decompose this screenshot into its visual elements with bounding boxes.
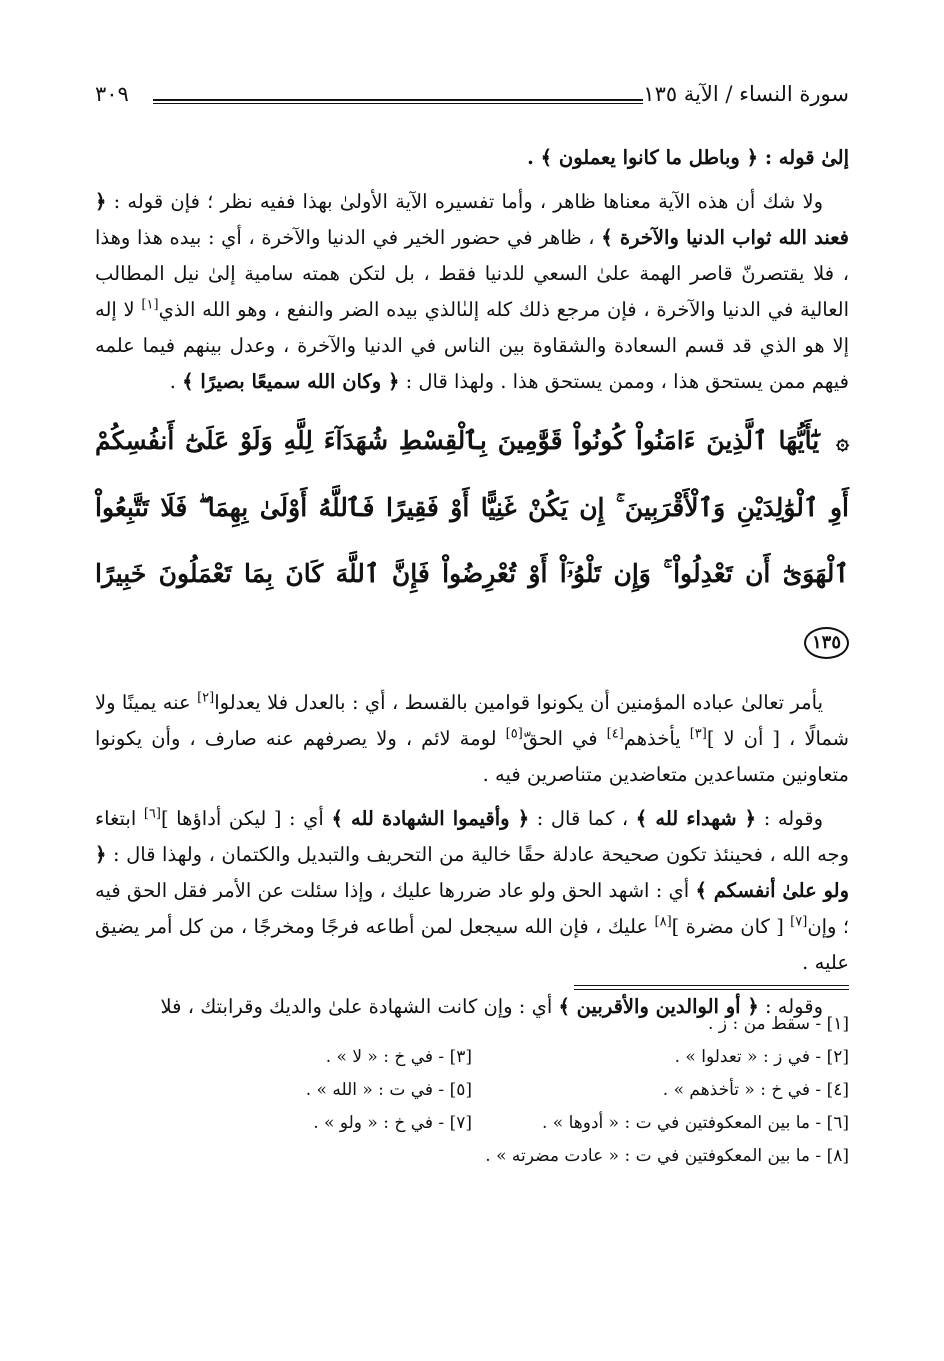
paragraph-2: [95, 184, 849, 400]
paragraph-4-text-i: [ كان مضرة ]: [671, 915, 784, 938]
paragraph-3-text-a: يأمر تعالىٰ عباده المؤمنين أن يكونوا قوامين بالقسط ، أي : بالعدل فلا يعدلوا: [214, 691, 823, 714]
footnote-6: [٦] - ما بين المعكوفتين في ت : « أدوها » .: [542, 1113, 849, 1133]
footnote-5: [٥] - في ت : « الله » .: [305, 1080, 472, 1100]
footnote-2: [٢] - في ز : « تعدلوا » .: [674, 1047, 849, 1067]
footnote-row: [95, 1041, 849, 1074]
header-rule: [153, 99, 643, 104]
footnote-row: [95, 1008, 849, 1041]
paragraph-4-text-j: عليك ، فإن الله سيجعل لمن أطاعه فرجًا ومخرجًا ، من كل أمر يضيق عليه .: [95, 915, 849, 974]
body-text: [95, 140, 849, 1033]
quran-quote: ﴿ أو الوالدين والأقربين ﴾: [558, 995, 759, 1018]
paragraph-1-text: إلىٰ قوله : ﴿ وباطل ما كانوا يعملون ﴾ .: [527, 146, 849, 169]
quran-quote: ﴿ شهداء لله ﴾: [635, 807, 757, 830]
paragraph-3-text-b: عنه يمينًا ولا شمالًا ، [ أن لا ]: [95, 691, 850, 750]
quran-quote: ﴿ وكان الله سميعًا بصيرًا ﴾: [182, 370, 400, 393]
running-head: [95, 82, 849, 118]
paragraph-3-text-d: في الحقّ: [522, 727, 598, 750]
quran-quote: ﴿ فعند الله ثواب الدنيا والآخرة ﴾: [95, 190, 849, 249]
footnote-ref-8: [٨]: [654, 914, 672, 930]
footnote-ref-4: [٤]: [606, 726, 624, 742]
paragraph-4-text-c: ، كما قال :: [536, 807, 629, 830]
paragraph-4-text-e: أي : [ ليكن أداؤها ]: [160, 807, 324, 830]
paragraph-2-text-d: لا إله إلا هو الذي قد قسم السعادة والشقاوة بين الناس في الدنيا والآخرة ، وعدل بينهم فيما علمه فيهم ممن يستحق هذا ، وممن يستحق هذا . ولهذا قال :: [95, 298, 849, 393]
footnote-ref-7: [٧]: [790, 914, 808, 930]
footnote-separator: [574, 985, 849, 990]
paragraph-2-text-a: ولا شك أن هذه الآية معناها ظاهر ، وأما تفسيره الآية الأولىٰ بهذا ففيه نظر ؛ فإن قوله :: [113, 190, 823, 213]
verse-text: يَٰٓأَيُّهَا ٱلَّذِينَ ءَامَنُواْ كُونُواْ قَوَّٰمِينَ بِٱلْقِسْطِ شُهَدَآءَ لِلَّهِ وَلَوْ عَلَىٰٓ أَنفُسِكُمْ أَوِ ٱلْوَٰلِدَيْنِ وَٱلْأَقْرَبِينَ ۚ إِن يَكُنْ غَنِيًّا أَوْ فَقِيرًا فَٱللَّهُ أَوْلَىٰ بِهِمَا ۖ فَلَا تَتَّبِعُواْ ٱلْهَوَىٰٓ أَن تَعْدِلُواْ ۚ وَإِن تَلْوُۥٓاْ أَوْ تُعْرِضُواْ فَإِنَّ ٱللَّهَ كَانَ بِمَا تَعْمَلُونَ خَبِيرًا: [95, 426, 849, 588]
paragraph-5-text-a: وقوله :: [765, 995, 823, 1018]
verse-number-badge: ١٣٥: [804, 627, 849, 659]
verse-block: [95, 408, 849, 673]
paragraph-3-text-c: يأخذهم: [623, 727, 681, 750]
paragraph-2-text-c: ، ظاهر في حضور الخير في الدنيا والآخرة ، أي : بيده هذا وهذا ، فلا يقتصرنّ قاصر الهمة علىٰ السعي للدنيا فقط ، بل لتكن همته سامية إلىٰ نيل المطالب العالية في الدنيا والآخرة ، فإن مرجع ذلك كله إلىٰالذي بيده الضر والنفع ، وهو الله الذي: [95, 226, 849, 321]
paragraph-3: [95, 685, 849, 793]
footnote-4: [٤] - في خ : « تأخذهم » .: [662, 1080, 849, 1100]
paragraph-4-text-h: أي : اشهد الحق ولو عاد ضررها عليك ، وإذا سئلت عن الأمر فقل الحق فيه ؛ وإن: [95, 879, 850, 938]
footnote-row: [95, 1107, 849, 1140]
footnote-7: [٧] - في خ : « ولو » .: [313, 1113, 472, 1133]
running-title: سورة النساء / الآية ١٣٥: [643, 82, 849, 106]
paragraph-2-end: .: [169, 370, 176, 393]
footnote-ref-3: [٣]: [689, 726, 707, 742]
paragraph-4-text-f: ابتغاء وجه الله ، فحينئذ تكون صحيحة عادلة حقًا خالية من التحريف والتبديل والكتمان ، ولهذا قال :: [95, 807, 850, 866]
paragraph-3-text-e: لومة لائم ، ولا يصرفهم عنه صارف ، وأن يكونوا متعاونين متساعدين متعاضدين متناصرين فيه .: [95, 727, 849, 786]
footnote-ref-5: [٥]: [505, 726, 523, 742]
footnote-1: [١] - سقط من : ز .: [708, 1014, 849, 1034]
footnote-empty: [95, 1140, 472, 1173]
quran-quote: ﴿ ولو علىٰ أنفسكم ﴾: [95, 843, 849, 902]
footnote-3: [٣] - في خ : « لا » .: [325, 1047, 472, 1067]
page-number: ٣٠٩: [95, 82, 129, 106]
footnotes: [95, 1008, 849, 1173]
paragraph-1: [95, 140, 849, 176]
paragraph-4-text-a: وقوله :: [763, 807, 824, 830]
footnote-ref-2: [٢]: [197, 690, 215, 706]
quran-quote: ﴿ وأقيموا الشهادة لله ﴾: [331, 807, 530, 830]
footnote-8: [٨] - ما بين المعكوفتين في ت : « عادت مضرته » .: [485, 1146, 849, 1166]
footnote-ref-1: [١]: [141, 297, 159, 313]
paragraph-4: [95, 801, 849, 981]
paragraph-5-text-c: أي : وإن كانت الشهادة علىٰ والديك وقرابتك ، فلا: [160, 995, 553, 1018]
footnote-row: [95, 1074, 849, 1107]
footnote-ref-6: [٦]: [143, 806, 161, 822]
footnote-row: [95, 1140, 849, 1173]
footnote-empty: [95, 1008, 472, 1041]
verse-star-icon: ۞: [836, 429, 849, 455]
